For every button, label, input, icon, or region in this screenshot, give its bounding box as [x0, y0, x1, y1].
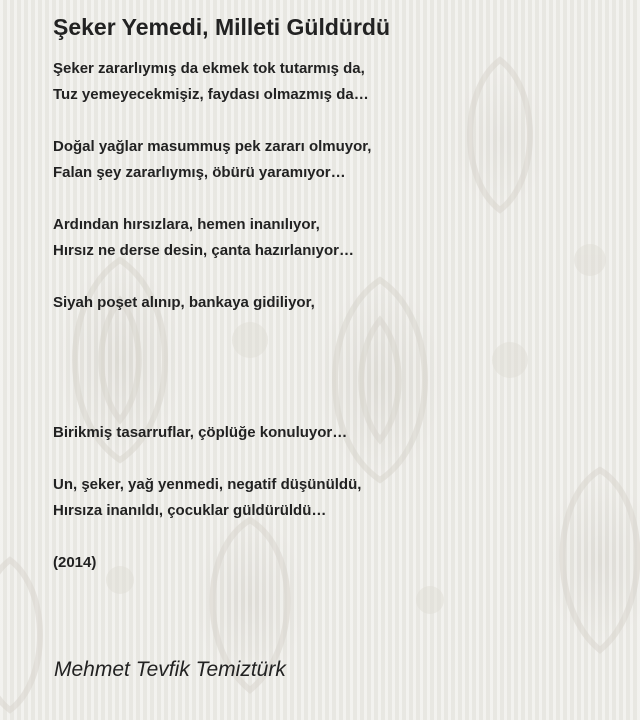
poem-container: [53, 12, 613, 576]
stanza-gap: [53, 186, 613, 212]
stanza-gap: [53, 446, 613, 472]
stanza-gap: [53, 524, 613, 550]
poem-line: Un, şeker, yağ yenmedi, negatif düşünüldü,: [53, 476, 362, 493]
poem-line: Hırsız ne derse desin, çanta hazırlanıyor…: [53, 242, 354, 259]
poem-year: (2014): [53, 554, 97, 571]
stanza-gap: [53, 108, 613, 134]
poem-line: Birikmiş tasarruflar, çöplüğe konuluyor…: [53, 424, 348, 441]
poem-line: Falan şey zararlıymış, öbürü yaramıyor…: [53, 164, 346, 181]
stanza-gap: [53, 368, 613, 394]
poem-line: Siyah poşet alınıp, bankaya gidiliyor,: [53, 294, 315, 311]
poem-line: Hırsıza inanıldı, çocuklar güldürüldü…: [53, 502, 327, 519]
stanza-gap: [53, 264, 613, 290]
stanza-gap: [53, 316, 613, 342]
poem-line: Doğal yağlar masummuş pek zararı olmuyor,: [53, 138, 372, 155]
poem-line: Ardından hırsızlara, hemen inanılıyor,: [53, 216, 320, 233]
author-name: Mehmet Tevfik Temiztürk: [54, 658, 286, 681]
poem-title: Şeker Yemedi, Milleti Güldürdü: [53, 14, 391, 40]
poem-line: Tuz yemeyecekmişiz, faydası olmazmış da…: [53, 86, 369, 103]
stanza-gap: [53, 342, 613, 368]
poem-line: Şeker zararlıymış da ekmek tok tutarmış da,: [53, 60, 365, 77]
stanza-gap: [53, 394, 613, 420]
poem-body: [53, 56, 613, 576]
